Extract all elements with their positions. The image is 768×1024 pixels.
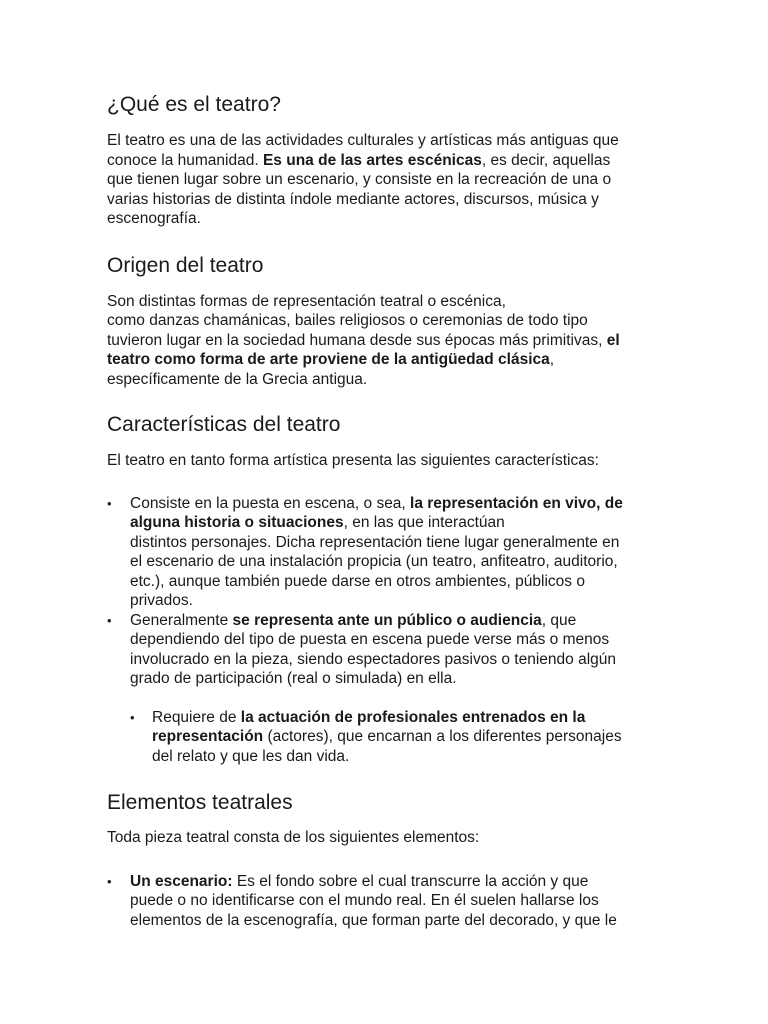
bold-text-run: representación: [152, 728, 264, 745]
text-run: distintos personajes. Dicha representación tiene lugar generalmente en: [130, 534, 620, 551]
text-run: Toda pieza teatral consta de los siguientes elementos:: [107, 829, 480, 846]
paragraph-line: [107, 331, 620, 351]
list-item-line: [130, 669, 457, 689]
list-item-line: [130, 891, 599, 911]
list-item-line: [130, 650, 616, 670]
paragraph-line: [107, 151, 610, 171]
paragraph-line: [107, 292, 506, 312]
paragraph-line: [107, 190, 599, 210]
bullet-marker: •: [107, 613, 112, 628]
heading-que-es-el-teatro: ¿Qué es el teatro?: [107, 93, 281, 116]
list-item-line: [130, 611, 576, 631]
text-run: etc.), aunque también puede darse en otros ambientes, públicos o: [130, 573, 585, 590]
bullet-marker: •: [107, 496, 112, 511]
text-run: Consiste en la puesta en escena, o sea,: [130, 495, 411, 512]
list-item-line: [152, 708, 585, 728]
text-run: tuvieron lugar en la sociedad humana desde sus épocas más primitivas,: [107, 332, 607, 349]
text-run: El teatro es una de las actividades culturales y artísticas más antiguas que: [107, 132, 619, 149]
bold-text-run: el: [606, 332, 620, 349]
paragraph-line: [107, 370, 367, 390]
text-run: privados.: [130, 592, 193, 609]
text-run: Son distintas formas de representación teatral o escénica,: [107, 293, 506, 310]
text-run: como danzas chamánicas, bailes religiosos o ceremonias de todo tipo: [107, 312, 588, 329]
list-item-line: [130, 533, 619, 553]
text-run: grado de participación (real o simulada) en ella.: [130, 670, 457, 687]
text-run: que tienen lugar sobre un escenario, y consiste en la recreación de una o: [107, 171, 612, 188]
bold-text-run: teatro como forma de arte proviene de la antigüedad clásica: [107, 351, 550, 368]
text-run: conoce la humanidad.: [107, 152, 263, 169]
bold-text-run: alguna historia o situaciones: [130, 514, 344, 531]
heading-origen-del-teatro: Origen del teatro: [107, 254, 264, 277]
bullet-marker: •: [130, 710, 135, 725]
paragraph-line: [107, 828, 479, 848]
list-item-line: [130, 872, 588, 892]
bold-text-run: la actuación de profesionales entrenados en la: [240, 709, 586, 726]
bold-text-run: se representa ante un público o audiencia: [232, 612, 542, 629]
text-run: ,: [549, 351, 555, 368]
list-item-line: [130, 513, 505, 533]
bold-text-run: Es una de las artes escénicas: [262, 152, 482, 169]
heading-caracteristicas-del-teatro: Características del teatro: [107, 413, 341, 436]
list-item-line: [152, 747, 349, 767]
list-item-line: [130, 494, 623, 514]
text-run: elementos de la escenografía, que forman parte del decorado, y que le: [130, 912, 617, 929]
bold-text-run: la representación en vivo, de: [410, 495, 623, 512]
paragraph-line: [107, 350, 554, 370]
text-run: escenografía.: [107, 210, 201, 227]
paragraph-line: [107, 451, 599, 471]
text-run: puede o no identificarse con el mundo real. En él suelen hallarse los: [130, 892, 599, 909]
text-run: específicamente de la Grecia antigua.: [107, 371, 368, 388]
text-run: , que: [541, 612, 577, 629]
text-run: Es el fondo sobre el cual transcurre la acción y que: [232, 873, 589, 890]
text-run: (actores), que encarnan a los diferentes personajes: [263, 728, 622, 745]
bullet-marker: •: [107, 874, 112, 889]
text-run: involucrado en la pieza, siendo espectadores pasivos o teniendo algún: [130, 651, 617, 668]
text-run: dependiendo del tipo de puesta en escena puede verse más o menos: [130, 631, 610, 648]
list-item-line: [130, 630, 609, 650]
list-item-line: [130, 572, 585, 592]
text-run: Requiere de: [152, 709, 241, 726]
list-item-line: [152, 727, 622, 747]
list-item-line: [130, 591, 193, 611]
text-run: , en las que interactúan: [343, 514, 505, 531]
text-run: el escenario de una instalación propicia (un teatro, anfiteatro, auditorio,: [130, 553, 618, 570]
paragraph-line: [107, 209, 201, 229]
bold-text-run: Un escenario:: [130, 873, 233, 890]
text-run: varias historias de distinta índole mediante actores, discursos, música y: [107, 191, 599, 208]
text-run: , es decir, aquellas: [481, 152, 611, 169]
list-item-line: [130, 911, 617, 931]
paragraph-line: [107, 311, 588, 331]
paragraph-line: [107, 170, 611, 190]
text-run: Generalmente: [130, 612, 233, 629]
text-run: El teatro en tanto forma artística presenta las siguientes características:: [107, 452, 599, 469]
paragraph-line: [107, 131, 619, 151]
list-item-line: [130, 552, 618, 572]
heading-elementos-teatrales: Elementos teatrales: [107, 791, 293, 814]
text-run: del relato y que les dan vida.: [152, 748, 350, 765]
